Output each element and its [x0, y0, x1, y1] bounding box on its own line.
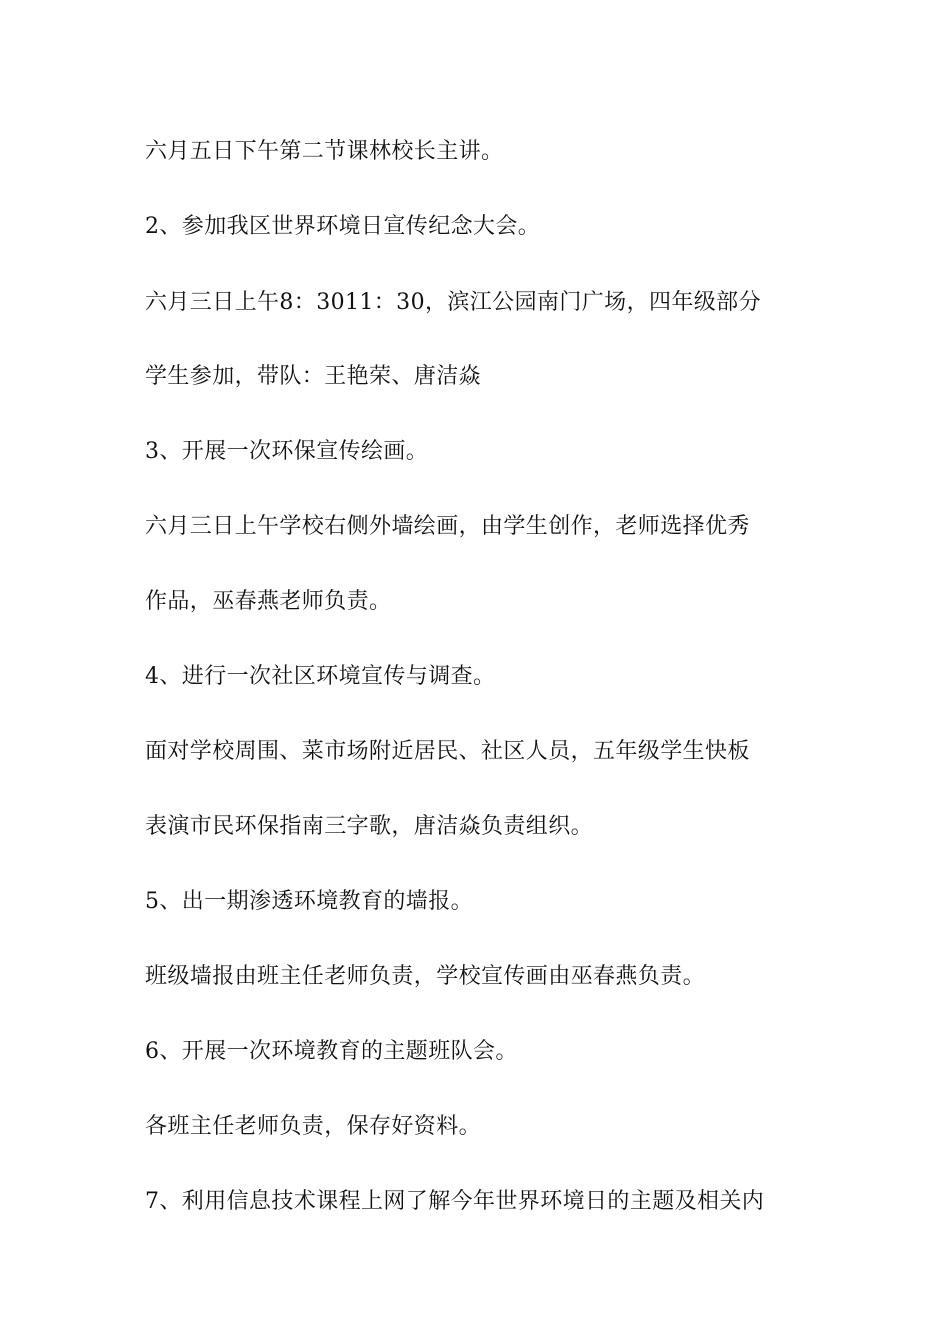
paragraph-line: 六月三日上午学校右侧外墙绘画，由学生创作，老师选择优秀 — [145, 514, 750, 539]
item-heading-5: 5、出一期渗透环境教育的墙报。 — [145, 889, 473, 914]
item-heading-6: 6、开展一次环境教育的主题班队会。 — [145, 1039, 518, 1064]
paragraph-line: 表演市民环保指南三字歌，唐洁焱负责组织。 — [145, 814, 594, 839]
paragraph-line: 学生参加，带队：王艳荣、唐洁焱 — [145, 364, 482, 389]
item-heading-2: 2、参加我区世界环境日宣传纪念大会。 — [145, 214, 541, 239]
paragraph-line: 面对学校周围、菜市场附近居民、社区人员，五年级学生快板 — [145, 739, 750, 764]
item-heading-4: 4、进行一次社区环境宣传与调查。 — [145, 664, 496, 689]
paragraph-line: 六月三日上午8：3011：30，滨江公园南门广场，四年级部分 — [145, 290, 761, 315]
paragraph-line: 六月五日下午第二节课林校长主讲。 — [145, 139, 504, 164]
paragraph-line: 班级墙报由班主任老师负责，学校宣传画由巫春燕负责。 — [145, 964, 706, 989]
paragraph-line: 作品，巫春燕老师负责。 — [145, 589, 392, 614]
item-heading-3: 3、开展一次环保宣传绘画。 — [145, 439, 429, 464]
item-heading-7: 7、利用信息技术课程上网了解今年世界环境日的主题及相关内 — [145, 1189, 765, 1214]
paragraph-line: 各班主任老师负责，保存好资料。 — [145, 1114, 482, 1139]
